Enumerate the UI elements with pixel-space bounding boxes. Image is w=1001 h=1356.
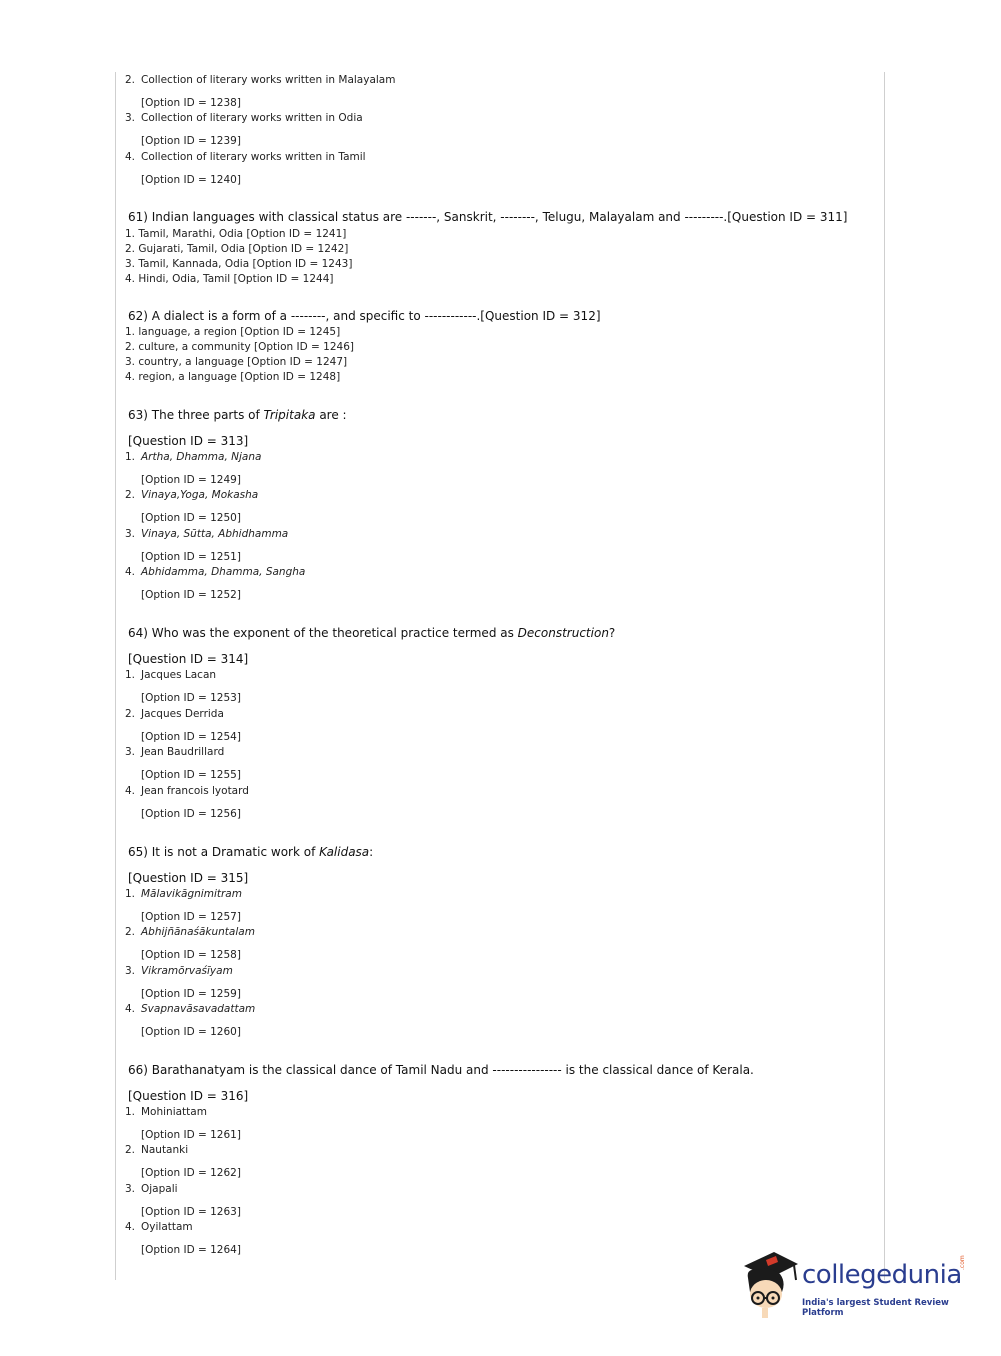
option-label: 2. — [125, 708, 136, 720]
option-id: [Option ID = 1252] — [141, 589, 241, 601]
question-66: 66) Barathanatyam is the classical dance of Tamil Nadu and ---------------- is the classical dance of Kerala. — [128, 1063, 754, 1077]
option-text: Oyilattam — [141, 1221, 193, 1233]
option-text: Vinaya,Yoga, Mokasha — [141, 489, 259, 501]
option-text: Artha, Dhamma, Njana — [141, 451, 262, 463]
option-id: [Option ID = 1250] — [141, 512, 241, 524]
option-label: 3. — [125, 112, 136, 124]
question-id: [Question ID = 314] — [128, 652, 249, 666]
option-id: [Option ID = 1263] — [141, 1206, 241, 1218]
question-prefix: 63) The three parts of — [128, 408, 264, 422]
logo-domain: .com — [959, 1255, 966, 1270]
option-text: Ojapali — [141, 1183, 178, 1195]
question-suffix: ? — [608, 626, 616, 640]
question-64 — [128, 626, 615, 640]
option-id: [Option ID = 1240] — [141, 174, 241, 186]
option-text: Abhidamma, Dhamma, Sangha — [141, 566, 306, 578]
option-id: [Option ID = 1261] — [141, 1129, 241, 1141]
option-text: Mālavikāgnimitram — [141, 888, 242, 900]
question-65 — [128, 845, 373, 859]
option-id: [Option ID = 1255] — [141, 769, 241, 781]
question-suffix: : — [369, 845, 374, 859]
option-text: Jacques Lacan — [141, 669, 217, 681]
collegedunia-logo[interactable] — [740, 1248, 970, 1320]
option-id: [Option ID = 1249] — [141, 474, 241, 486]
question-61: 61) Indian languages with classical status are -------, Sanskrit, --------, Telugu, Malayalam and ---------.[Question ID = 311] — [128, 210, 848, 224]
option-id: [Option ID = 1258] — [141, 949, 241, 961]
option-text: Vikramōrvaśīyam — [141, 965, 233, 977]
question-emphasis: Tripitaka — [263, 408, 316, 422]
right-margin-rule — [884, 72, 885, 1280]
option-id: [Option ID = 1239] — [141, 135, 241, 147]
mascot-icon — [740, 1248, 802, 1320]
option-label: 1. — [125, 888, 136, 900]
left-margin-rule — [115, 72, 116, 1280]
option-text: Collection of literary works written in Tamil — [141, 151, 366, 163]
option-label: 3. — [125, 1183, 136, 1195]
option-text: Vinaya, Sūtta, Abhidhamma — [141, 528, 289, 540]
option: 1. Tamil, Marathi, Odia [Option ID = 1241] — [125, 228, 347, 240]
option-text: Nautanki — [141, 1144, 189, 1156]
option-text: Jean francois lyotard — [141, 785, 249, 797]
option-label: 4. — [125, 785, 136, 797]
question-prefix: 64) Who was the exponent of the theoretical practice termed as — [128, 626, 518, 640]
logo-wordmark: collegedunia — [802, 1260, 962, 1290]
option-id: [Option ID = 1254] — [141, 731, 241, 743]
option-id: [Option ID = 1260] — [141, 1026, 241, 1038]
question-62: 62) A dialect is a form of a --------, and specific to ------------.[Question ID = 312] — [128, 309, 601, 323]
option-label: 3. — [125, 965, 136, 977]
question-prefix: 65) It is not a Dramatic work of — [128, 845, 320, 859]
option-id: [Option ID = 1238] — [141, 97, 241, 109]
option-label: 1. — [125, 451, 136, 463]
option: 1. language, a region [Option ID = 1245] — [125, 326, 341, 338]
question-id: [Question ID = 316] — [128, 1089, 249, 1103]
option: 4. Hindi, Odia, Tamil [Option ID = 1244] — [125, 273, 334, 285]
option-id: [Option ID = 1257] — [141, 911, 241, 923]
option-label: 4. — [125, 1221, 136, 1233]
option-text: Mohiniattam — [141, 1106, 207, 1118]
option-label: 3. — [125, 746, 136, 758]
question-63 — [128, 408, 347, 422]
option-id: [Option ID = 1253] — [141, 692, 241, 704]
option-text: Svapnavāsavadattam — [141, 1003, 256, 1015]
option-id: [Option ID = 1264] — [141, 1244, 241, 1256]
option-text: Collection of literary works written in Odia — [141, 112, 363, 124]
option-text: Jacques Derrida — [141, 708, 224, 720]
option-id: [Option ID = 1262] — [141, 1167, 241, 1179]
question-emphasis: Kalidasa — [319, 845, 370, 859]
option-text: Jean Baudrillard — [141, 746, 225, 758]
question-id: [Question ID = 313] — [128, 434, 249, 448]
option-label: 4. — [125, 566, 136, 578]
option-text: Collection of literary works written in Malayalam — [141, 74, 396, 86]
option-label: 1. — [125, 669, 136, 681]
option-label: 2. — [125, 74, 136, 86]
question-suffix: are : — [315, 408, 347, 422]
option: 3. country, a language [Option ID = 1247] — [125, 356, 348, 368]
option-label: 1. — [125, 1106, 136, 1118]
option-id: [Option ID = 1259] — [141, 988, 241, 1000]
option-label: 3. — [125, 528, 136, 540]
option-label: 4. — [125, 1003, 136, 1015]
option: 3. Tamil, Kannada, Odia [Option ID = 1243] — [125, 258, 353, 270]
option-label: 4. — [125, 151, 136, 163]
option: 2. Gujarati, Tamil, Odia [Option ID = 1242] — [125, 243, 349, 255]
option: 4. region, a language [Option ID = 1248] — [125, 371, 341, 383]
option-label: 2. — [125, 489, 136, 501]
option: 2. culture, a community [Option ID = 1246] — [125, 341, 354, 353]
logo-tagline: India's largest Student Review Platform — [802, 1298, 949, 1318]
question-id: [Question ID = 315] — [128, 871, 249, 885]
option-label: 2. — [125, 926, 136, 938]
question-emphasis: Deconstruction — [517, 626, 609, 640]
option-text: Abhijñānaśākuntalam — [141, 926, 255, 938]
option-id: [Option ID = 1256] — [141, 808, 241, 820]
option-id: [Option ID = 1251] — [141, 551, 241, 563]
option-label: 2. — [125, 1144, 136, 1156]
